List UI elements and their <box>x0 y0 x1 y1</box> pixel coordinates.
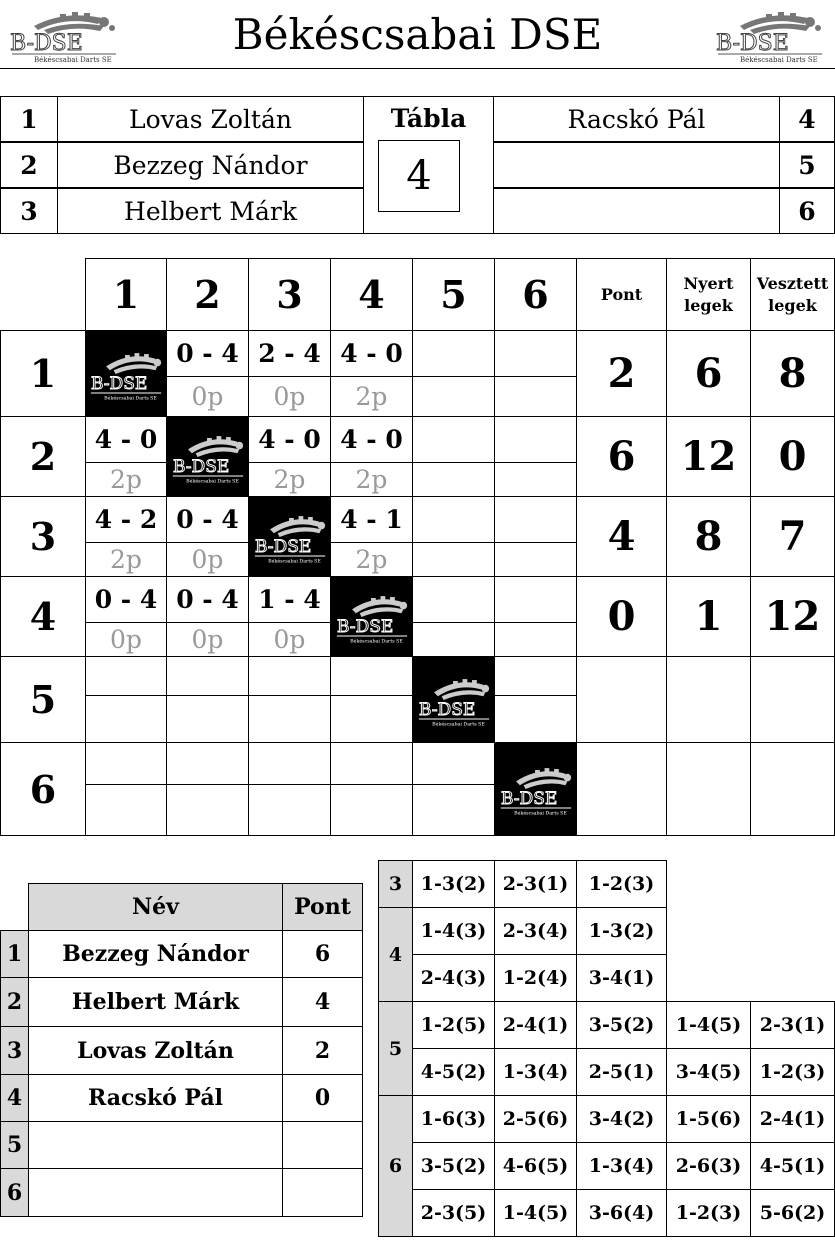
vesztett-value <box>750 656 835 743</box>
diagonal-logo-cell <box>85 330 167 417</box>
schedule-match: 2-3(4) <box>494 907 577 955</box>
player-name: Helbert Márk <box>57 188 364 234</box>
nyert-value: 1 <box>666 576 751 657</box>
nyert-value <box>666 656 751 743</box>
schedule-match: 3-4(2) <box>576 1095 667 1143</box>
ranking-name <box>28 1168 283 1217</box>
schedule-match: 2-3(5) <box>412 1189 495 1237</box>
points-cell <box>412 622 495 657</box>
diagonal-logo-cell <box>166 416 249 497</box>
points-cell: 0p <box>166 622 249 657</box>
header-divider <box>0 68 835 69</box>
schedule-match: 4-5(2) <box>412 1048 495 1096</box>
points-cell <box>166 695 249 743</box>
player-number: 5 <box>779 142 835 188</box>
svg-text:Békéscsabai Darts SE: Békéscsabai Darts SE <box>104 396 157 402</box>
tabla-label: Tábla <box>390 103 467 133</box>
svg-text:B-DSE: B-DSE <box>90 373 148 394</box>
points-cell <box>166 784 249 836</box>
score-cell <box>166 656 249 696</box>
points-cell: 2p <box>85 462 167 497</box>
points-cell: 2p <box>330 462 413 497</box>
player-name <box>493 188 780 234</box>
player-number: 1 <box>0 96 58 142</box>
svg-text:B-DSE: B-DSE <box>10 31 83 56</box>
score-cell: 0 - 4 <box>166 576 249 623</box>
svg-text:B-DSE: B-DSE <box>254 536 311 557</box>
stat-header: Nyert legek <box>666 258 751 331</box>
ranking-points <box>282 1168 363 1217</box>
points-cell: 0p <box>248 376 331 417</box>
ranking-name: Bezzeg Nándor <box>28 930 283 978</box>
ranking-header-pont: Pont <box>282 883 363 931</box>
score-cell: 2 - 4 <box>248 330 331 377</box>
player-number: 3 <box>0 188 58 234</box>
points-cell: 0p <box>166 542 249 577</box>
schedule-match: 2-5(1) <box>576 1048 667 1096</box>
score-cell <box>166 742 249 785</box>
vesztett-value: 12 <box>750 576 835 657</box>
schedule-match: 2-4(1) <box>494 1001 577 1049</box>
vesztett-value <box>750 742 835 836</box>
schedule-group-label: 3 <box>378 860 413 908</box>
svg-text:B-DSE: B-DSE <box>500 789 557 810</box>
score-cell <box>330 656 413 696</box>
ranking-position: 1 <box>0 930 29 978</box>
club-logo-right <box>710 8 828 64</box>
score-cell <box>494 656 577 696</box>
schedule-match: 1-3(4) <box>576 1142 667 1190</box>
vesztett-value: 0 <box>750 416 835 497</box>
schedule-match: 3-4(1) <box>576 954 667 1002</box>
ranking-points <box>282 1121 363 1169</box>
nyert-value: 12 <box>666 416 751 497</box>
schedule-match: 1-6(3) <box>412 1095 495 1143</box>
ranking-position: 2 <box>0 977 29 1027</box>
row-header: 5 <box>0 656 86 743</box>
tabla-number: 4 <box>378 140 460 212</box>
points-cell: 2p <box>330 542 413 577</box>
svg-text:B-DSE: B-DSE <box>418 699 475 720</box>
schedule-match: 2-4(1) <box>750 1095 835 1143</box>
score-cell <box>248 742 331 785</box>
svg-text:B-DSE: B-DSE <box>336 616 393 637</box>
schedule-match: 3-5(2) <box>412 1142 495 1190</box>
pont-value: 4 <box>576 496 667 577</box>
diagonal-logo-cell <box>412 656 495 743</box>
points-cell: 0p <box>85 622 167 657</box>
svg-text:Békéscsabai Darts SE: Békéscsabai Darts SE <box>267 559 321 565</box>
points-cell <box>494 462 577 497</box>
points-cell: 0p <box>248 622 331 657</box>
schedule-match: 2-4(3) <box>412 954 495 1002</box>
ranking-points: 0 <box>282 1074 363 1122</box>
svg-text:Békéscsabai Darts SE: Békéscsabai Darts SE <box>349 639 403 645</box>
points-cell <box>494 542 577 577</box>
schedule-match: 1-3(4) <box>494 1048 577 1096</box>
column-header: 1 <box>85 258 167 331</box>
player-number: 6 <box>779 188 835 234</box>
ranking-position: 3 <box>0 1026 29 1075</box>
schedule-match: 2-3(1) <box>750 1001 835 1049</box>
points-cell: 0p <box>166 376 249 417</box>
ranking-position: 5 <box>0 1121 29 1169</box>
schedule-match: 1-2(4) <box>494 954 577 1002</box>
score-cell <box>85 656 167 696</box>
points-cell <box>494 695 577 743</box>
nyert-value: 8 <box>666 496 751 577</box>
stat-header: Pont <box>576 258 667 331</box>
stat-header: Vesztett legek <box>750 258 835 331</box>
player-name: Bezzeg Nándor <box>57 142 364 188</box>
ranking-position: 6 <box>0 1168 29 1217</box>
points-cell <box>412 784 495 836</box>
row-header: 6 <box>0 742 86 836</box>
column-header: 5 <box>412 258 495 331</box>
schedule-match: 5-6(2) <box>750 1189 835 1237</box>
svg-text:Békéscsabai Darts SE: Békéscsabai Darts SE <box>431 722 485 728</box>
schedule-match: 4-5(1) <box>750 1142 835 1190</box>
points-cell <box>85 784 167 836</box>
svg-text:Békéscsabai Darts SE: Békéscsabai Darts SE <box>34 56 112 64</box>
score-cell <box>330 742 413 785</box>
score-cell: 4 - 0 <box>85 416 167 463</box>
club-logo-left <box>4 8 122 64</box>
score-cell <box>494 330 577 377</box>
schedule-match: 2-5(6) <box>494 1095 577 1143</box>
vesztett-value: 8 <box>750 330 835 417</box>
column-header: 2 <box>166 258 249 331</box>
schedule-match: 1-5(6) <box>666 1095 751 1143</box>
nyert-value <box>666 742 751 836</box>
player-number: 2 <box>0 142 58 188</box>
svg-text:Békéscsabai Darts SE: Békéscsabai Darts SE <box>740 56 818 64</box>
schedule-match: 3-4(5) <box>666 1048 751 1096</box>
schedule-match: 4-6(5) <box>494 1142 577 1190</box>
score-cell <box>494 416 577 463</box>
diagonal-logo-cell <box>494 742 577 836</box>
schedule-match: 1-4(3) <box>412 907 495 955</box>
nyert-value: 6 <box>666 330 751 417</box>
schedule-match: 3-6(4) <box>576 1189 667 1237</box>
score-cell: 4 - 0 <box>248 416 331 463</box>
diagonal-logo-cell <box>330 576 413 657</box>
points-cell: 2p <box>85 542 167 577</box>
points-cell: 2p <box>248 462 331 497</box>
schedule-match: 1-4(5) <box>666 1001 751 1049</box>
schedule-group-label: 4 <box>378 907 413 1002</box>
points-cell <box>248 695 331 743</box>
points-cell <box>330 784 413 836</box>
points-cell <box>85 695 167 743</box>
score-cell <box>85 742 167 785</box>
schedule-match: 3-5(2) <box>576 1001 667 1049</box>
score-cell <box>412 416 495 463</box>
points-cell <box>412 376 495 417</box>
score-cell <box>494 496 577 543</box>
schedule-match: 1-2(5) <box>412 1001 495 1049</box>
schedule-match: 1-2(3) <box>750 1048 835 1096</box>
row-header: 2 <box>0 416 86 497</box>
ranking-position: 4 <box>0 1074 29 1122</box>
ranking-name: Helbert Márk <box>28 977 283 1027</box>
points-cell <box>248 784 331 836</box>
ranking-points: 2 <box>282 1026 363 1075</box>
schedule-match: 1-2(3) <box>576 860 667 908</box>
vesztett-value: 7 <box>750 496 835 577</box>
schedule-match: 1-2(3) <box>666 1189 751 1237</box>
score-cell <box>494 576 577 623</box>
schedule-match: 2-6(3) <box>666 1142 751 1190</box>
points-cell <box>412 462 495 497</box>
ranking-header-name: Név <box>28 883 283 931</box>
row-header: 4 <box>0 576 86 657</box>
score-cell <box>412 496 495 543</box>
points-cell <box>494 376 577 417</box>
pont-value <box>576 656 667 743</box>
svg-text:B-DSE: B-DSE <box>172 456 229 477</box>
row-header: 1 <box>0 330 86 417</box>
points-cell <box>412 542 495 577</box>
player-name <box>493 142 780 188</box>
score-cell: 0 - 4 <box>85 576 167 623</box>
svg-text:B-DSE: B-DSE <box>716 31 789 56</box>
player-name: Racskó Pál <box>493 96 780 142</box>
pont-value: 2 <box>576 330 667 417</box>
pont-value: 0 <box>576 576 667 657</box>
points-cell: 2p <box>330 376 413 417</box>
column-header: 3 <box>248 258 331 331</box>
score-cell: 4 - 1 <box>330 496 413 543</box>
row-header: 3 <box>0 496 86 577</box>
score-cell <box>412 330 495 377</box>
svg-text:Békéscsabai Darts SE: Békéscsabai Darts SE <box>513 811 567 817</box>
pont-value: 6 <box>576 416 667 497</box>
diagonal-logo-cell <box>248 496 331 577</box>
ranking-name: Lovas Zoltán <box>28 1026 283 1075</box>
score-cell <box>412 742 495 785</box>
score-cell: 0 - 4 <box>166 496 249 543</box>
schedule-match: 1-3(2) <box>412 860 495 908</box>
score-cell: 4 - 2 <box>85 496 167 543</box>
page-title: Békéscsabai DSE <box>232 10 603 59</box>
column-header: 6 <box>494 258 577 331</box>
player-number: 4 <box>779 96 835 142</box>
ranking-points: 6 <box>282 930 363 978</box>
score-cell <box>248 656 331 696</box>
score-cell: 4 - 0 <box>330 416 413 463</box>
score-cell: 0 - 4 <box>166 330 249 377</box>
score-cell: 4 - 0 <box>330 330 413 377</box>
column-header: 4 <box>330 258 413 331</box>
ranking-name <box>28 1121 283 1169</box>
points-cell <box>330 695 413 743</box>
ranking-points: 4 <box>282 977 363 1027</box>
schedule-match: 1-4(5) <box>494 1189 577 1237</box>
svg-text:Békéscsabai Darts SE: Békéscsabai Darts SE <box>185 479 239 485</box>
schedule-match: 1-3(2) <box>576 907 667 955</box>
schedule-group-label: 6 <box>378 1095 413 1237</box>
schedule-match: 2-3(1) <box>494 860 577 908</box>
pont-value <box>576 742 667 836</box>
schedule-group-label: 5 <box>378 1001 413 1096</box>
points-cell <box>494 622 577 657</box>
score-cell: 1 - 4 <box>248 576 331 623</box>
ranking-name: Racskó Pál <box>28 1074 283 1122</box>
player-name: Lovas Zoltán <box>57 96 364 142</box>
score-cell <box>412 576 495 623</box>
